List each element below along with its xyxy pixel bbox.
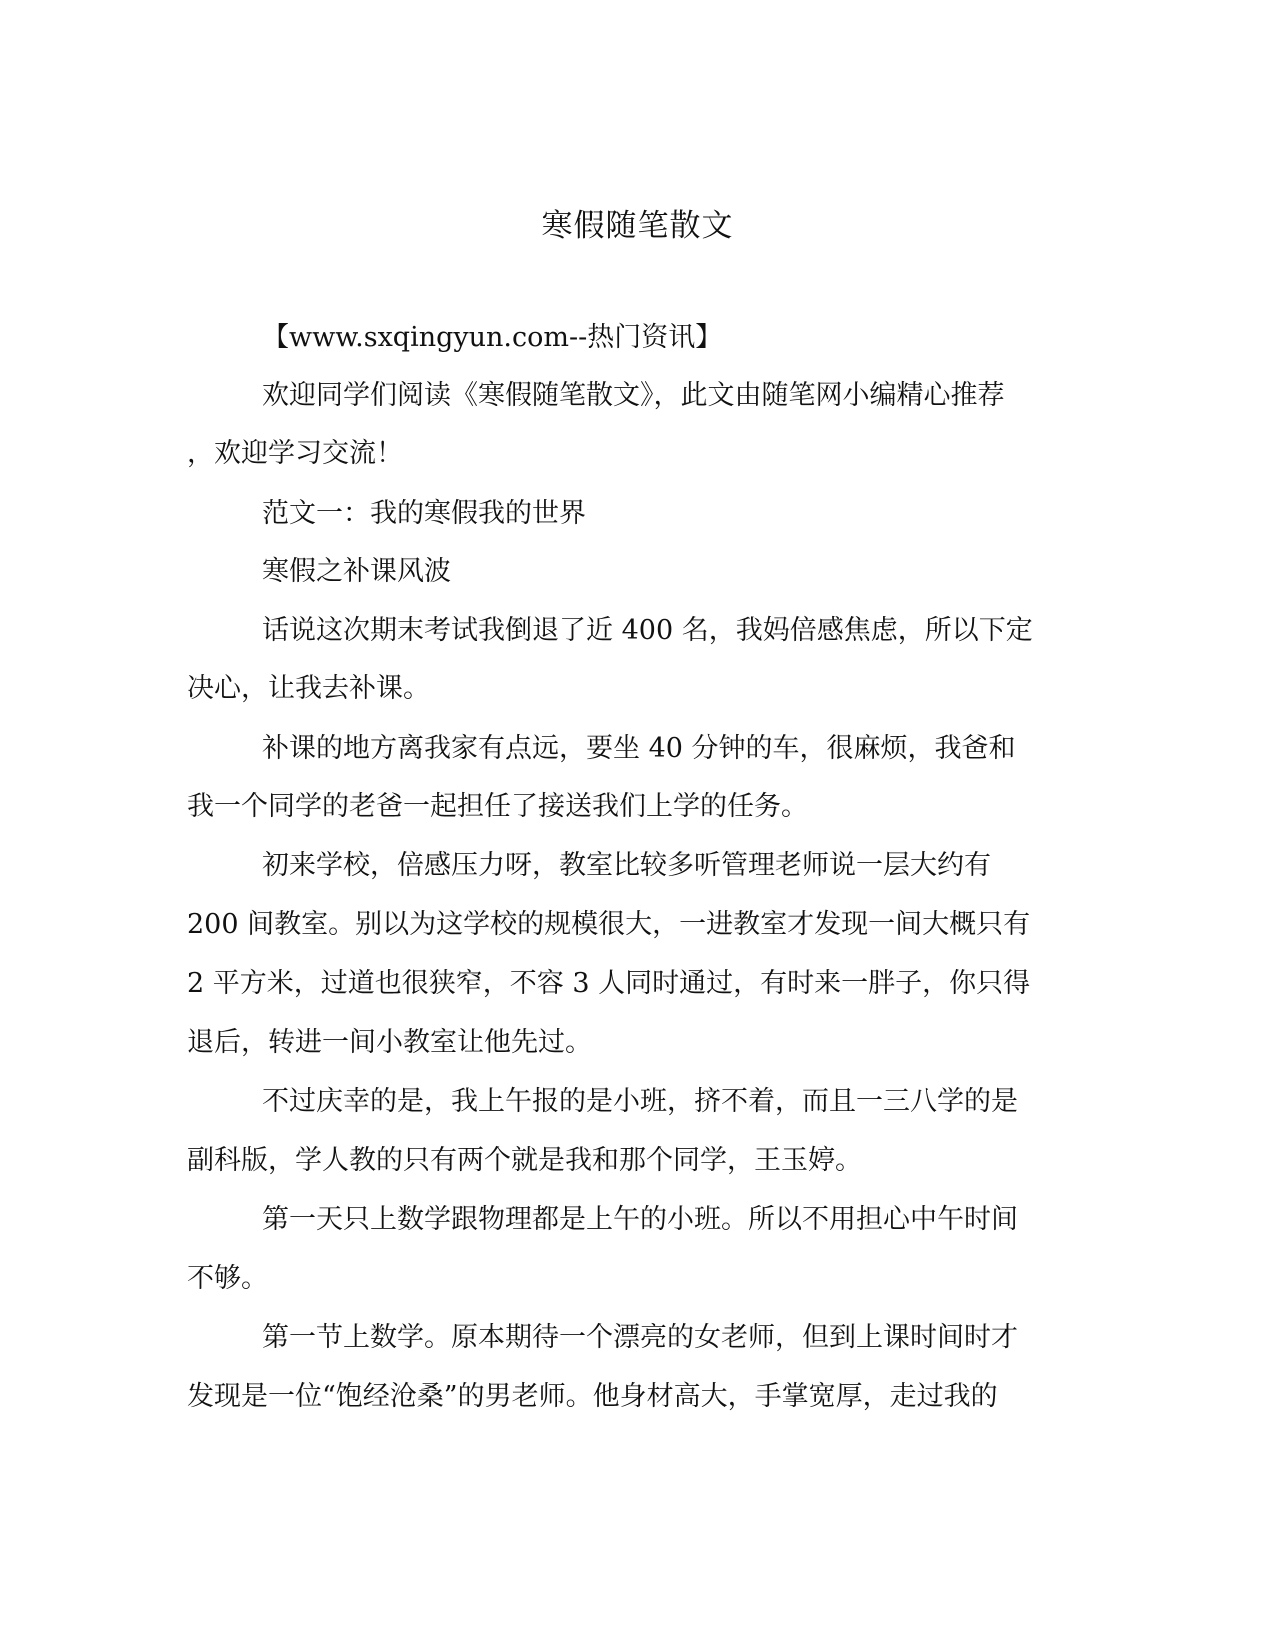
- paragraph-line: 决心，让我去补课。: [187, 673, 430, 704]
- source-line: 【www.sxqingyun.com--热门资讯】: [262, 322, 723, 353]
- paragraph-line: 不够。: [187, 1263, 268, 1294]
- section-heading: 范文一：我的寒假我的世界: [262, 498, 586, 529]
- paragraph-line: 2 平方米，过道也很狭窄，不容 3 人同时通过，有时来一胖子，你只得: [187, 968, 1031, 999]
- paragraph-line: 第一天只上数学跟物理都是上午的小班。所以不用担心中午时间: [262, 1204, 1018, 1235]
- paragraph-line: 发现是一位“饱经沧桑”的男老师。他身材高大，手掌宽厚，走过我的: [187, 1381, 998, 1412]
- paragraph-line: 初来学校，倍感压力呀，教室比较多听管理老师说一层大约有: [262, 850, 991, 881]
- paragraph-line: 不过庆幸的是，我上午报的是小班，挤不着，而且一三八学的是: [262, 1086, 1018, 1117]
- subsection-heading: 寒假之补课风波: [262, 556, 451, 587]
- paragraph-line: 话说这次期末考试我倒退了近 400 名，我妈倍感焦虑，所以下定: [262, 615, 1033, 646]
- paragraph-line: 欢迎同学们阅读《寒假随笔散文》，此文由随笔网小编精心推荐: [262, 380, 1005, 411]
- paragraph-line: ，欢迎学习交流！: [187, 438, 403, 469]
- paragraph-line: 我一个同学的老爸一起担任了接送我们上学的任务。: [187, 791, 808, 822]
- document-title: 寒假随笔散文: [541, 208, 734, 244]
- paragraph-line: 第一节上数学。原本期待一个漂亮的女老师，但到上课时间时才: [262, 1322, 1018, 1353]
- paragraph-line: 副科版，学人教的只有两个就是我和那个同学，王玉婷。: [187, 1145, 862, 1176]
- paragraph-line: 退后，转进一间小教室让他先过。: [187, 1027, 592, 1058]
- paragraph-line: 补课的地方离我家有点远，要坐 40 分钟的车，很麻烦，我爸和: [262, 733, 1016, 764]
- paragraph-line: 200 间教室。别以为这学校的规模很大，一进教室才发现一间大概只有: [187, 909, 1031, 940]
